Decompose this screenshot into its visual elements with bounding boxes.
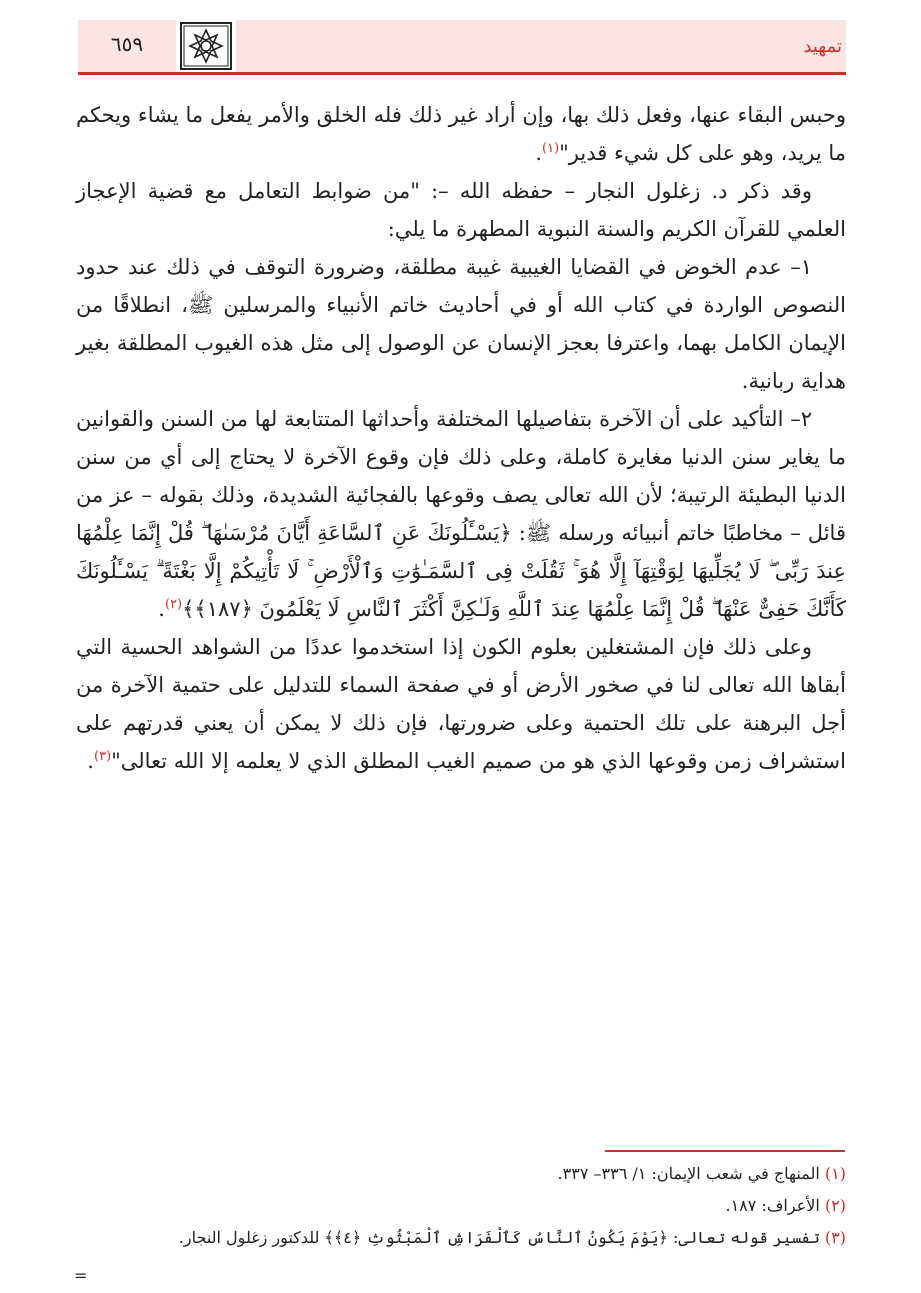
- section-title: تمهيد: [803, 36, 842, 57]
- paragraph-3: [76, 248, 846, 400]
- footnote-1: [76, 1158, 846, 1190]
- footnotes: [76, 1158, 846, 1254]
- footnote-ref-3: (٣): [93, 749, 112, 764]
- footnote-divider: [605, 1150, 845, 1152]
- footnote-ref-2: (٢): [164, 597, 183, 612]
- page-header: [78, 14, 846, 74]
- paragraph-5: [76, 628, 846, 780]
- paragraph-4-text: ٢– التأكيد على أن الآخرة بتفاصيلها المختلفة وأحداثها المتتابعة لها من السنن والقوانين ما يغاير سنن الدنيا مغايرة كاملة، وعلى ذلك فإن وقوع الآخرة لا يحتاج إلى أي من سنن الدنيا البطيئة الرتيبة؛ لأن الله تعالى يصف وقوعها بالفجائية الشديدة، وذلك بقوله – عز من قائل – مخاطبًا خاتم أنبيائه ورسله ﷺ: ﴿يَسْـَٔلُونَكَ عَنِ ٱلسَّاعَةِ أَيَّانَ مُرْسَىٰهَا ۖ قُلْ إِنَّمَا عِلْمُهَا عِندَ رَبِّى ۖ لَا يُجَلِّيهَا لِوَقْتِهَآ إِلَّا هُوَ ۚ ثَقُلَتْ فِى ٱلسَّمَـٰوَٰتِ وَٱلْأَرْضِ ۚ لَا تَأْتِيكُمْ إِلَّا بَغْتَةً ۗ يَسْـَٔلُونَكَ كَأَنَّكَ حَفِىٌّ عَنْهَا ۖ قُلْ إِنَّمَا عِلْمُهَا عِندَ ٱللَّهِ وَلَـٰكِنَّ أَكْثَرَ ٱلنَّاسِ لَا يَعْلَمُونَ ﴿١٨٧﴾﴾: [76, 407, 846, 621]
- paragraph-5-text: وعلى ذلك فإن المشتغلين بعلوم الكون إذا استخدموا عددًا من الشواهد الحسية التي أبقاها الله تعالى لنا في صخور الأرض أو في صفحة السماء للتدليل على حتمية الآخرة من أجل البرهنة على تلك الحتمية وعلى ضرورتها، فإن ذلك لا يمكن أن يعني قدرتهم على استشراف زمن وقوعها الذي هو من صميم الغيب المطلق الذي لا يعلمه إلا الله تعالى": [76, 635, 846, 773]
- footnote-3-number: (٣): [824, 1228, 846, 1247]
- paragraph-1-tail: .: [535, 141, 542, 165]
- paragraph-3-text: ١– عدم الخوض في القضايا الغيبية غيبة مطلقة، وضرورة التوقف في ذلك عند حدود النصوص الواردة في كتاب الله أو في أحاديث خاتم الأنبياء والمرسلين ﷺ، انطلاقًا من الإيمان الكامل بهما، واعترفا بعجز الإنسان عن الوصول إلى مثل هذه الغيوب المطلقة بغير هداية ربانية.: [76, 255, 846, 393]
- paragraph-5-tail: .: [87, 749, 94, 773]
- paragraph-2-text: وقد ذكر د. زغلول النجار – حفظه الله –: "من ضوابط التعامل مع قضية الإعجاز العلمي للقرآن الكريم والسنة النبوية المطهرة ما يلي:: [76, 179, 846, 241]
- footnote-2-number: (٢): [824, 1196, 846, 1215]
- end-mark: =: [74, 1266, 88, 1285]
- footnote-1-number: (١): [824, 1164, 846, 1183]
- footnote-ref-1: (١): [542, 141, 560, 156]
- paragraph-4: [76, 400, 846, 628]
- footnote-1-text: المنهاج في شعب الإيمان: ١/ ٣٣٦– ٣٣٧.: [557, 1164, 820, 1183]
- footnote-3-text: تفسير قوله تعالى: ﴿يَوْمَ يَكُونُ ٱلنَّاسُ كَٱلْفَرَاشِ ٱلْمَبْثُوثِ ﴿٤﴾﴾ للدكتور زغلول النجار.: [178, 1228, 820, 1247]
- body-text: [76, 96, 846, 780]
- paragraph-2: [76, 172, 846, 248]
- paragraph-1-text: وحبس البقاء عنها، وفعل ذلك بها، وإن أراد غير ذلك فله الخلق والأمر يفعل ما يشاء ويحكم ما يريد، وهو على كل شيء قدير": [76, 103, 846, 165]
- footnote-2-text: الأعراف: ١٨٧.: [725, 1196, 820, 1215]
- geometric-star-ornament-icon: [176, 20, 236, 72]
- page-number: ٦٥٩: [110, 32, 144, 56]
- footnote-3: [76, 1222, 846, 1254]
- paragraph-1: [76, 96, 846, 172]
- footnote-2: [76, 1190, 846, 1222]
- paragraph-4-tail: .: [158, 597, 165, 621]
